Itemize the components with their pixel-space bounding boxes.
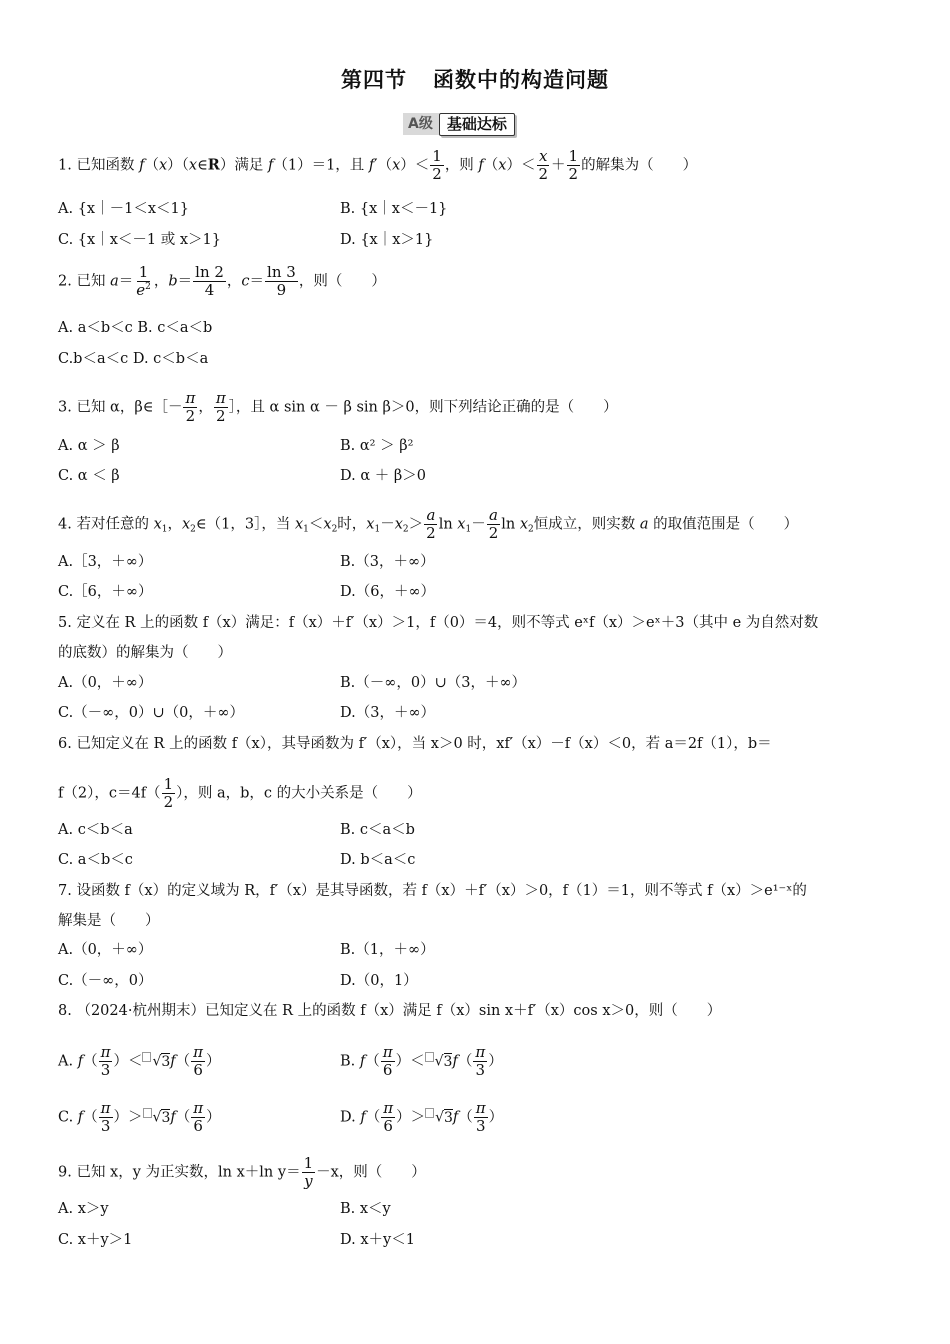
q9-option-b: B. x＜y [340,1201,391,1217]
q6-option-c: C. a＜b＜c [58,852,133,868]
q1-option-c: C. {x｜x＜－1 或 x＞1} [58,232,221,248]
q7-option-d: D.（0，1） [340,973,418,989]
fraction: $\frac{\ln 2}{4}$ [195,263,224,299]
q9-option-d: D. x＋y＜1 [340,1232,415,1248]
q4-option-c: C.［6，＋∞） [58,584,153,600]
question-1: 1. 已知函数 f（x）（x∈R）满足 f（1）＝1，且 f′（x）＜ $\frac{1}{2}$ ，则 f（x）＜ $\frac{x}{2}$ ＋ $\frac{1}{2}$ 的解集为（ ） [58,147,698,183]
fraction: $\frac{x}{2}$ [538,147,549,183]
page-title: 第四节 函数中的构造问题 [341,68,609,92]
question-6-line-2: f（2），c＝4f（ $\frac{1}{2}$ ），则 a，b，c 的大小关系是（ ） [58,775,422,811]
fraction: $\frac{a}{2}$ [488,506,499,542]
fraction: $\frac{\pi}{2}$ [185,389,196,425]
q8-option-d: D. f（ $\frac{\pi}{6}$ ）＞ √3f（ $\frac{\pi}{3}$ ） [340,1099,504,1135]
fraction: $\frac{\ln 3}{9}$ [267,263,296,299]
fraction: $\frac{\pi}{6}$ [383,1099,394,1135]
question-8: 8. （2024·杭州期末）已知定义在 R 上的函数 f（x）满足 f（x）sin x＋f′（x）cos x＞0，则（ ） [58,1003,722,1019]
fraction: $\frac{1}{y}$ [303,1154,314,1190]
question-7-line-2: 解集是（ ） [58,913,160,929]
question-5-line-2: 的底数）的解集为（ ） [58,645,232,661]
fraction: $\frac{a}{2}$ [426,506,436,542]
sqrt: √3 [435,1109,453,1126]
fraction: $\frac{\pi}{6}$ [382,1043,393,1079]
q7-option-b: B.（1，＋∞） [340,942,435,958]
placeholder-box-icon [425,1108,434,1118]
q7-option-c: C.（－∞，0） [58,973,153,989]
q4-option-b: B.（3，＋∞） [340,554,435,570]
fraction: $\frac{\pi}{2}$ [215,389,226,425]
question-3: 3. 已知 α，β∈［－ $\frac{\pi}{2}$ ， $\frac{\pi}{2}$ ］，且 α sin α － β sin β＞0，则下列结论正确的是（ ） [58,389,618,425]
q4-option-d: D.（6，＋∞） [340,584,436,600]
q8-option-a: A. f（ $\frac{\pi}{3}$ ）＜ √3f（ $\frac{\pi}{6}$ ） [58,1043,221,1079]
q3-option-a: A. α ＞ β [58,438,120,454]
q5-option-c: C.（－∞，0）∪（0，＋∞） [58,705,244,721]
q2-options-ab: A. a＜b＜c B. c＜a＜b [58,320,213,336]
question-9: 9. 已知 x，y 为正实数，ln x＋ln y＝ $\frac{1}{y}$ －x，则（ ） [58,1154,426,1190]
q3-option-b: B. α² ＞ β² [340,438,414,454]
q5-option-d: D.（3，＋∞） [340,705,436,721]
q9-option-c: C. x＋y＞1 [58,1232,133,1248]
sqrt: √3 [434,1053,453,1070]
q1-option-d: D. {x｜x＞1} [340,232,434,248]
fraction: $\frac{\pi}{3}$ [475,1043,486,1079]
q9-option-a: A. x＞y [58,1201,109,1217]
fraction: $\frac{1}{2}$ [163,775,174,811]
question-4: 4. 若对任意的 $x_1$，$x_2\in(1$，3］，当 $x_1<x_2$时，$x_1-x_2>$ $\frac{a}{2}$ $\ln x_1-$ $\frac{a}{2}$ $\ln x_2$恒成立，则实数 a 的取值范围是（ ） [58,506,799,542]
fraction: $\frac{1}{2}$ [568,147,579,183]
fraction: $\frac{\pi}{6}$ [193,1099,204,1135]
question-6-line-1: 6. 已知定义在 R 上的函数 f（x），其导函数为 f′（x），当 x＞0 时，xf′（x）－f（x）＜0，若 a＝2f（1），b＝ [58,736,772,752]
level-label: 基础达标 [439,113,515,136]
q5-option-b: B.（－∞，0）∪（3，＋∞） [340,675,527,691]
placeholder-box-icon [143,1108,152,1118]
q2-options-cd: C.b＜a＜c D. c＜b＜a [58,351,209,367]
level-tag: A级 [403,113,439,135]
q8-option-b: B. f（ $\frac{\pi}{6}$ ）＜ √3f（ $\frac{\pi}{3}$ ） [340,1043,503,1079]
fraction: $\frac{1}{e^2}$ [136,263,151,299]
q6-option-b: B. c＜a＜b [340,822,415,838]
fraction: $\frac{\pi}{3}$ [475,1099,486,1135]
q6-option-d: D. b＜a＜c [340,852,416,868]
q3-option-d: D. α ＋ β＞0 [340,468,426,484]
level-badge [403,112,515,136]
q5-option-a: A.（0，＋∞） [58,675,153,691]
sqrt: √3 [152,1109,171,1126]
q3-option-c: C. α ＜ β [58,468,120,484]
question-5-line-1: 5. 定义在 R 上的函数 f（x）满足：f（x）＋f′（x）＞1，f（0）＝4，则不等式 eˣf（x）＞eˣ＋3（其中 e 为自然对数 [58,615,819,631]
q8-option-c: C. f（ $\frac{\pi}{3}$ ）＞ √3f（ $\frac{\pi}{6}$ ） [58,1099,221,1135]
question-7-line-1: 7. 设函数 f（x）的定义域为 R，f′（x）是其导函数，若 f（x）＋f′（x）＞0，f（1）＝1，则不等式 f（x）＞e¹⁻ˣ的 [58,883,807,899]
q4-option-a: A.［3，＋∞） [58,554,153,570]
fraction: $\frac{\pi}{3}$ [100,1043,111,1079]
fraction: $\frac{1}{2}$ [432,147,442,183]
fraction: $\frac{\pi}{6}$ [193,1043,204,1079]
sqrt: √3 [152,1053,171,1070]
placeholder-box-icon [142,1052,151,1062]
q1-option-b: B. {x｜x＜－1} [340,201,448,217]
q6-option-a: A. c＜b＜a [58,822,133,838]
q1-option-a: A. {x｜－1＜x＜1} [58,201,189,217]
placeholder-box-icon [425,1052,434,1062]
question-2: 2. 已知 a＝ $\frac{1}{e^2}$ ，b＝ $\frac{\ln 2}{4}$ ，c＝ $\frac{\ln 3}{9}$ ，则（ ） [58,263,386,299]
fraction: $\frac{\pi}{3}$ [100,1099,111,1135]
q7-option-a: A.（0，＋∞） [58,942,153,958]
